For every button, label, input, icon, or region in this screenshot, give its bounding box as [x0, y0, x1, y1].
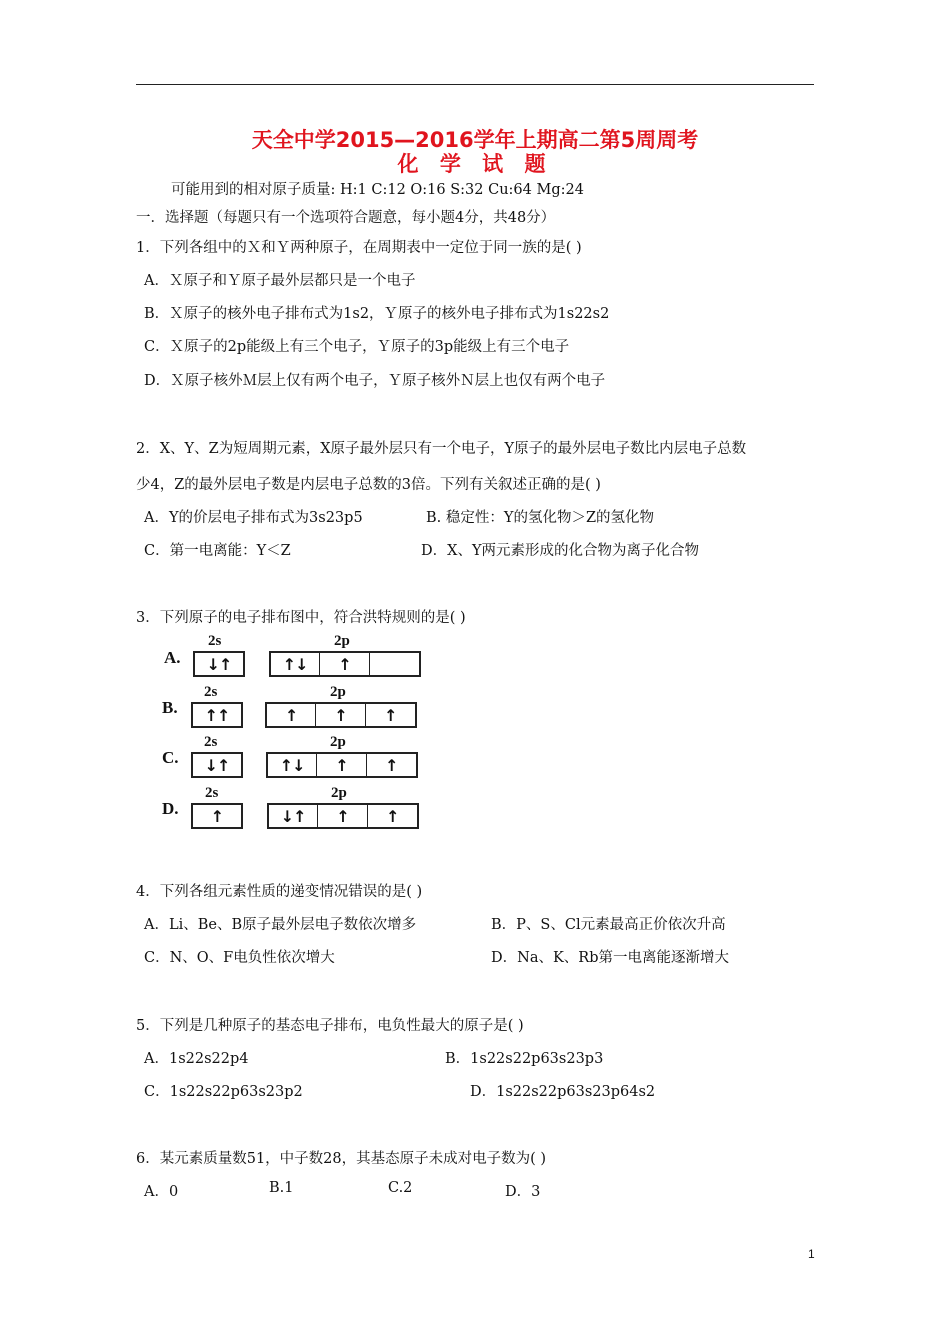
- orbital-2s-box: [191, 702, 243, 728]
- q5-option-a: A．1s22s22p4: [144, 1051, 249, 1067]
- orbital-2p-label: 2p: [331, 785, 347, 801]
- orbital-cell: ↑: [318, 805, 367, 827]
- q4-option-c: C．N、O、F电负性依次增大: [144, 950, 335, 966]
- orbital-cell: ↑↓: [271, 653, 320, 675]
- q6-option-d: D．3: [505, 1184, 541, 1200]
- q2-option-d: D．X、Y两元素形成的化合物为离子化合物: [421, 543, 700, 559]
- q5-option-b: B．1s22s22p63s23p3: [445, 1051, 604, 1067]
- option-a-label: A.: [164, 648, 181, 667]
- q4-option-d: D．Na、K、Rb第一电离能逐渐增大: [491, 950, 729, 966]
- orbital-cell: ↑: [384, 705, 397, 725]
- orbital-2p-label: 2p: [330, 734, 346, 750]
- q4-option-a: A．Li、Be、B原子最外层电子数依次增多: [144, 917, 417, 933]
- section-heading: 一．选择题（每题只有一个选项符合题意，每小题4分，共48分）: [136, 210, 556, 226]
- q2-stem-line1: 2．X、Y、Z为短周期元素，X原子最外层只有一个电子，Y原子的最外层电子数比内层电子总数: [136, 441, 747, 457]
- q6-option-a: A．0: [144, 1184, 179, 1200]
- orbital-2s-box: [191, 803, 243, 829]
- q2-stem-line2: 少4，Z的最外层电子数是内层电子总数的3倍。下列有关叙述正确的是( ): [136, 477, 601, 493]
- orbital-cell: ↓↑: [204, 755, 230, 775]
- option-c-label: C.: [162, 748, 179, 767]
- option-b-label: B.: [162, 698, 178, 717]
- orbital-cell: ↑: [316, 704, 365, 726]
- header-rule: [136, 84, 814, 85]
- atomic-masses: 可能用到的相对原子质量: H:1 C:12 O:16 S:32 Cu:64 Mg:24: [171, 182, 584, 198]
- orbital-2p-box: [266, 752, 418, 778]
- option-d-label: D.: [162, 799, 179, 818]
- orbital-cell: ↓↑: [206, 654, 232, 674]
- q5-stem: 5．下列是几种原子的基态电子排布，电负性最大的原子是( ): [136, 1018, 524, 1034]
- orbital-2s-box: [193, 651, 245, 677]
- q5-option-c: C．1s22s22p63s23p2: [144, 1084, 303, 1100]
- orbital-2s-label: 2s: [208, 633, 222, 649]
- orbital-2p-box: [265, 702, 417, 728]
- orbital-2p-box: [267, 803, 419, 829]
- q2-option-c: C．第一电离能：Y＜Z: [144, 543, 291, 559]
- orbital-cell: ↑: [386, 806, 399, 826]
- q4-stem: 4．下列各组元素性质的递变情况错误的是( ): [136, 884, 423, 900]
- q4-option-b: B．P、S、Cl元素最高正价依次升高: [491, 917, 726, 933]
- q1-stem: 1．下列各组中的Ｘ和Ｙ两种原子，在周期表中一定位于同一族的是( ): [136, 240, 582, 256]
- q3-stem: 3．下列原子的电子排布图中，符合洪特规则的是( ): [136, 610, 466, 626]
- orbital-2p-box: [269, 651, 421, 677]
- orbital-2p-label: 2p: [334, 633, 350, 649]
- orbital-cell: ↑: [320, 653, 369, 675]
- q1-option-a: A．Ｘ原子和Ｙ原子最外层都只是一个电子: [144, 273, 416, 289]
- q5-option-d: D．1s22s22p63s23p64s2: [470, 1084, 656, 1100]
- orbital-cell: ↑: [267, 704, 316, 726]
- q6-option-b: B.1: [269, 1180, 294, 1196]
- orbital-2p-label: 2p: [330, 684, 346, 700]
- q6-stem: 6．某元素质量数51，中子数28，其基态原子未成对电子数为( ): [136, 1151, 547, 1167]
- q2-option-b: B. 稳定性：Y的氢化物＞Z的氢化物: [426, 510, 655, 526]
- orbital-cell: ↑↑: [204, 705, 230, 725]
- q1-option-b: B．Ｘ原子的核外电子排布式为1s2，Ｙ原子的核外电子排布式为1s22s2: [144, 306, 610, 322]
- q1-option-d: D．Ｘ原子核外Ｍ层上仅有两个电子，Ｙ原子核外Ｎ层上也仅有两个电子: [144, 373, 606, 389]
- orbital-2s-box: [191, 752, 243, 778]
- orbital-cell: ↑↓: [268, 754, 317, 776]
- orbital-cell: ↓↑: [269, 805, 318, 827]
- orbital-cell: [370, 653, 419, 675]
- orbital-2s-label: 2s: [204, 734, 218, 750]
- exam-subtitle: 化 学 试 题: [397, 152, 553, 176]
- orbital-2s-label: 2s: [204, 684, 218, 700]
- orbital-cell: ↑: [385, 755, 398, 775]
- orbital-cell: ↑: [317, 754, 366, 776]
- q1-option-c: C．Ｘ原子的2p能级上有三个电子，Ｙ原子的3p能级上有三个电子: [144, 339, 570, 355]
- orbital-cell: ↑: [210, 806, 224, 826]
- q6-option-c: C.2: [388, 1180, 413, 1196]
- orbital-2s-label: 2s: [205, 785, 219, 801]
- page-number: 1: [808, 1247, 815, 1261]
- exam-title: 天全中学2015—2016学年上期高二第5周周考: [251, 128, 699, 152]
- q2-option-a: A．Y的价层电子排布式为3s23p5: [144, 510, 363, 526]
